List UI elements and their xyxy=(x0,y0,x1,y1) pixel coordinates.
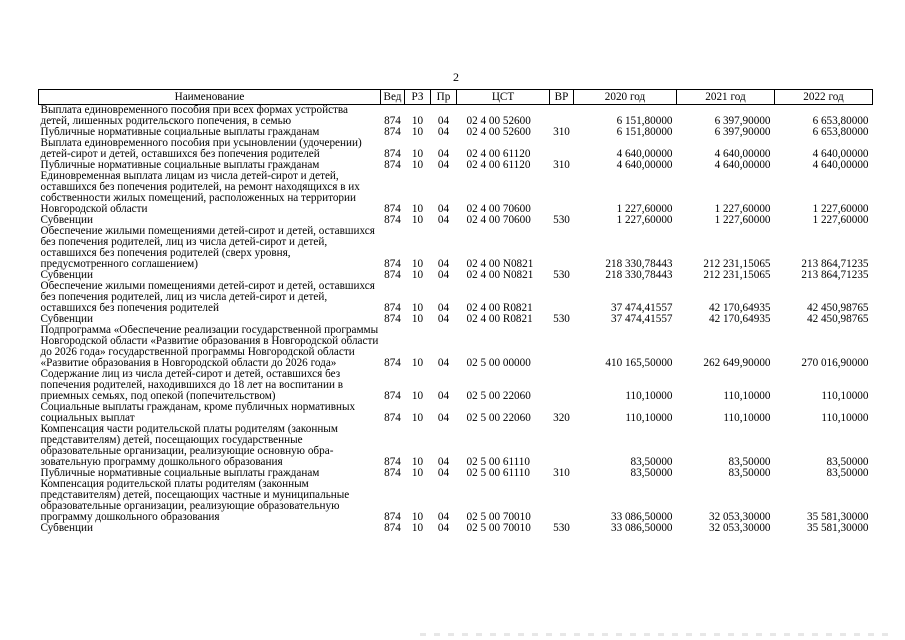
row-rz: 10 xyxy=(411,215,424,226)
row-name: Единовременная выплата лицам из числа детей-сирот и детей, оставшихся без попечения родителей, на ремонт находящихся в их собственности жилых помещений, расположенных на территории Новгородской области xyxy=(40,171,360,215)
row-vr xyxy=(550,369,574,402)
row-ved: 874 xyxy=(384,115,401,127)
row-amount-2021: 32 053,30000 xyxy=(708,511,771,523)
header-2022: 2022 год xyxy=(775,90,873,105)
table-row xyxy=(39,171,873,215)
header-rz: РЗ xyxy=(405,90,431,105)
row-rz: 10 xyxy=(411,302,424,314)
row-name: Содержание лиц из числа детей-сирот и детей, оставшихся без попечения родителей, находившихся до 18 лет на воспитании в приемных семьях, под опекой (попечительством) xyxy=(40,369,344,402)
row-rz: 10 xyxy=(411,523,424,534)
table-row xyxy=(39,402,873,424)
row-amount-2020: 6 151,80000 xyxy=(616,115,673,127)
row-cst: 02 5 00 70010 xyxy=(466,523,531,534)
row-vr xyxy=(550,325,574,369)
row-amount-2021: 262 649,90000 xyxy=(703,357,771,369)
row-amount-2021: 42 170,64935 xyxy=(708,302,771,314)
row-ved: 874 xyxy=(384,148,401,160)
row-vr xyxy=(550,171,574,215)
row-amount-2021: 42 170,64935 xyxy=(708,314,771,325)
row-amount-2022: 270 016,90000 xyxy=(801,357,869,369)
row-amount-2022: 1 227,60000 xyxy=(812,215,869,226)
row-pr: 04 xyxy=(437,357,450,369)
row-rz: 10 xyxy=(411,511,424,523)
row-name: Выплата единовременного пособия при всех формах устройства детей, лишенных родительского попечения, в семью xyxy=(40,104,349,127)
table-row xyxy=(39,325,873,369)
row-amount-2021: 4 640,00000 xyxy=(714,160,771,171)
row-vr: 310 xyxy=(553,127,570,138)
row-rz: 10 xyxy=(411,468,424,479)
row-rz: 10 xyxy=(411,148,424,160)
row-cst: 02 5 00 00000 xyxy=(466,357,531,369)
row-ved: 874 xyxy=(384,127,401,138)
row-ved: 874 xyxy=(384,468,401,479)
row-amount-2021: 6 397,90000 xyxy=(714,115,771,127)
row-cst: 02 4 00 70600 xyxy=(466,203,531,215)
row-cst: 02 5 00 61110 xyxy=(466,468,530,479)
row-name: Компенсация части родительской платы родителям (законным представителям) детей, посещающих государственные образовательные организации, реализующие основную образовательную программу дошкольного образования xyxy=(40,424,338,468)
row-cst: 02 4 00 N0821 xyxy=(466,270,534,281)
row-pr: 04 xyxy=(437,456,450,468)
row-cst: 02 5 00 22060 xyxy=(466,390,531,402)
row-pr: 04 xyxy=(437,258,450,270)
row-name: Социальные выплаты гражданам, кроме публичных нормативных социальных выплат xyxy=(40,402,356,424)
row-cst: 02 4 00 61120 xyxy=(466,160,531,171)
row-cst: 02 4 00 61120 xyxy=(466,148,531,160)
row-vr: 530 xyxy=(553,215,570,226)
row-amount-2022: 1 227,60000 xyxy=(812,203,869,215)
row-ved: 874 xyxy=(384,390,401,402)
budget-table xyxy=(38,89,873,534)
row-rz: 10 xyxy=(411,115,424,127)
row-amount-2022: 213 864,71235 xyxy=(801,258,869,270)
table-row xyxy=(39,369,873,402)
row-ved: 874 xyxy=(384,160,401,171)
row-amount-2021: 212 231,15065 xyxy=(703,270,771,281)
row-name: Компенсация родительской платы родителям (законным представителям) детей, посещающих частные и муниципальные образовательные организации, реализующие образовательную программу дошкольного образования xyxy=(40,479,350,523)
row-amount-2020: 1 227,60000 xyxy=(616,203,673,215)
row-ved: 874 xyxy=(384,302,401,314)
row-amount-2022: 42 450,98765 xyxy=(806,314,869,325)
row-vr xyxy=(550,138,574,160)
row-vr xyxy=(550,424,574,468)
row-amount-2020: 1 227,60000 xyxy=(616,215,673,226)
row-cst: 02 4 00 N0821 xyxy=(466,258,534,270)
row-ved: 874 xyxy=(384,203,401,215)
row-ved: 874 xyxy=(384,523,401,534)
row-amount-2020: 410 165,50000 xyxy=(605,357,673,369)
row-amount-2022: 83,50000 xyxy=(826,456,869,468)
row-name: Субвенции xyxy=(40,523,93,534)
row-cst: 02 4 00 R0821 xyxy=(466,314,533,325)
row-pr: 04 xyxy=(437,390,450,402)
table-row xyxy=(39,215,873,226)
row-ved: 874 xyxy=(384,357,401,369)
row-amount-2022: 42 450,98765 xyxy=(806,302,869,314)
row-pr: 04 xyxy=(437,523,450,534)
row-amount-2021: 1 227,60000 xyxy=(714,203,771,215)
row-rz: 10 xyxy=(411,357,424,369)
row-name: Подпрограмма «Обеспечение реализации государственной программы Новгородской области «Развитие образования в Новгородской области до 2026 года» государственной программы Новгородской области «Развитие образования в Новгородской области до 2026 года» xyxy=(40,325,379,369)
table-row xyxy=(39,127,873,138)
table-row xyxy=(39,160,873,171)
header-vr: ВР xyxy=(550,90,574,105)
header-cst: ЦСТ xyxy=(457,90,550,105)
row-rz: 10 xyxy=(411,160,424,171)
table-row xyxy=(39,105,873,128)
row-pr: 04 xyxy=(437,127,450,138)
row-vr: 530 xyxy=(553,270,570,281)
row-amount-2022: 4 640,00000 xyxy=(812,160,869,171)
row-amount-2021: 83,50000 xyxy=(728,456,771,468)
table-row xyxy=(39,523,873,534)
row-pr: 04 xyxy=(437,511,450,523)
row-pr: 04 xyxy=(437,160,450,171)
row-vr xyxy=(550,479,574,523)
row-cst: 02 4 00 52600 xyxy=(466,115,531,127)
row-amount-2021: 110,10000 xyxy=(723,390,771,402)
row-ved: 874 xyxy=(384,270,401,281)
row-cst: 02 4 00 52600 xyxy=(466,127,531,138)
row-amount-2021: 83,50000 xyxy=(728,468,771,479)
row-amount-2020: 218 330,78443 xyxy=(605,258,673,270)
row-name: Публичные нормативные социальные выплаты гражданам xyxy=(40,160,320,171)
row-pr: 04 xyxy=(437,115,450,127)
row-amount-2022: 213 864,71235 xyxy=(801,270,869,281)
table-row xyxy=(39,226,873,270)
row-cst: 02 5 00 61110 xyxy=(466,456,530,468)
row-amount-2022: 110,10000 xyxy=(821,412,869,424)
row-ved: 874 xyxy=(384,215,401,226)
row-pr: 04 xyxy=(437,215,450,226)
row-rz: 10 xyxy=(411,390,424,402)
table-row xyxy=(39,479,873,523)
row-rz: 10 xyxy=(411,456,424,468)
header-name: Наименование xyxy=(39,90,381,105)
row-amount-2021: 110,10000 xyxy=(723,412,771,424)
table-row xyxy=(39,424,873,468)
row-name: Субвенции xyxy=(40,215,93,226)
row-amount-2020: 4 640,00000 xyxy=(616,148,673,160)
table-row xyxy=(39,314,873,325)
row-pr: 04 xyxy=(437,314,450,325)
table-header-row xyxy=(39,90,873,105)
row-name: Публичные нормативные социальные выплаты гражданам xyxy=(40,127,320,138)
row-ved: 874 xyxy=(384,258,401,270)
row-vr: 310 xyxy=(553,160,570,171)
row-amount-2020: 4 640,00000 xyxy=(616,160,673,171)
row-amount-2020: 33 086,50000 xyxy=(610,523,673,534)
row-amount-2020: 83,50000 xyxy=(630,456,673,468)
table-row xyxy=(39,281,873,314)
row-cst: 02 5 00 22060 xyxy=(466,412,531,424)
row-pr: 04 xyxy=(437,148,450,160)
scan-artifact xyxy=(420,633,890,636)
row-name: Выплата единовременного пособия при усыновлении (удочерении) детей-сирот и детей, оставшихся без попечения родителей xyxy=(40,138,362,160)
row-vr: 530 xyxy=(553,523,570,534)
row-name: Субвенции xyxy=(40,314,93,325)
row-amount-2021: 6 397,90000 xyxy=(714,127,771,138)
row-rz: 10 xyxy=(411,270,424,281)
row-amount-2020: 110,10000 xyxy=(625,412,673,424)
row-rz: 10 xyxy=(411,412,424,424)
header-pr: Пр xyxy=(431,90,457,105)
row-pr: 04 xyxy=(437,412,450,424)
page-number: 2 xyxy=(453,70,459,84)
row-vr xyxy=(550,281,574,314)
header-ved: Вед xyxy=(381,90,405,105)
row-cst: 02 4 00 70600 xyxy=(466,215,531,226)
row-amount-2021: 4 640,00000 xyxy=(714,148,771,160)
row-amount-2020: 110,10000 xyxy=(625,390,673,402)
row-amount-2022: 35 581,30000 xyxy=(806,511,869,523)
row-cst: 02 5 00 70010 xyxy=(466,511,531,523)
row-pr: 04 xyxy=(437,203,450,215)
row-pr: 04 xyxy=(437,468,450,479)
table-body xyxy=(39,105,873,535)
row-vr: 530 xyxy=(553,314,570,325)
row-amount-2020: 83,50000 xyxy=(630,468,673,479)
row-ved: 874 xyxy=(384,456,401,468)
row-name: Публичные нормативные социальные выплаты гражданам xyxy=(40,468,320,479)
row-name: Субвенции xyxy=(40,270,93,281)
row-ved: 874 xyxy=(384,412,401,424)
row-amount-2020: 6 151,80000 xyxy=(616,127,673,138)
row-amount-2022: 6 653,80000 xyxy=(812,127,869,138)
row-amount-2020: 37 474,41557 xyxy=(610,302,673,314)
row-amount-2022: 4 640,00000 xyxy=(812,148,869,160)
row-amount-2021: 212 231,15065 xyxy=(703,258,771,270)
row-amount-2022: 83,50000 xyxy=(826,468,869,479)
row-amount-2021: 1 227,60000 xyxy=(714,215,771,226)
table-row xyxy=(39,468,873,479)
row-amount-2021: 32 053,30000 xyxy=(708,523,771,534)
row-amount-2022: 110,10000 xyxy=(821,390,869,402)
row-amount-2020: 37 474,41557 xyxy=(610,314,673,325)
row-name: Обеспечение жилыми помещениями детей-сирот и детей, оставшихся без попечения родителей, лиц из числа детей-сирот и детей, оставшихся без попечения родителей (сверх уровня, предусмотренного соглашением) xyxy=(40,226,375,270)
row-pr: 04 xyxy=(437,270,450,281)
row-amount-2022: 35 581,30000 xyxy=(806,523,869,534)
row-rz: 10 xyxy=(411,203,424,215)
row-rz: 10 xyxy=(411,314,424,325)
row-cst: 02 4 00 R0821 xyxy=(466,302,533,314)
row-ved: 874 xyxy=(384,511,401,523)
row-rz: 10 xyxy=(411,258,424,270)
row-amount-2020: 218 330,78443 xyxy=(605,270,673,281)
row-pr: 04 xyxy=(437,302,450,314)
row-name: Обеспечение жилыми помещениями детей-сирот и детей, оставшихся без попечения родителей, лиц из числа детей-сирот и детей, оставшихся без попечения родителей xyxy=(40,281,375,314)
row-vr xyxy=(550,105,574,128)
row-ved: 874 xyxy=(384,314,401,325)
row-vr: 310 xyxy=(553,468,570,479)
row-amount-2022: 6 653,80000 xyxy=(812,115,869,127)
row-vr: 320 xyxy=(553,412,570,424)
row-vr xyxy=(550,226,574,270)
row-amount-2020: 33 086,50000 xyxy=(610,511,673,523)
table-row xyxy=(39,138,873,160)
header-2020: 2020 год xyxy=(574,90,677,105)
row-rz: 10 xyxy=(411,127,424,138)
table-row xyxy=(39,270,873,281)
header-2021: 2021 год xyxy=(677,90,775,105)
